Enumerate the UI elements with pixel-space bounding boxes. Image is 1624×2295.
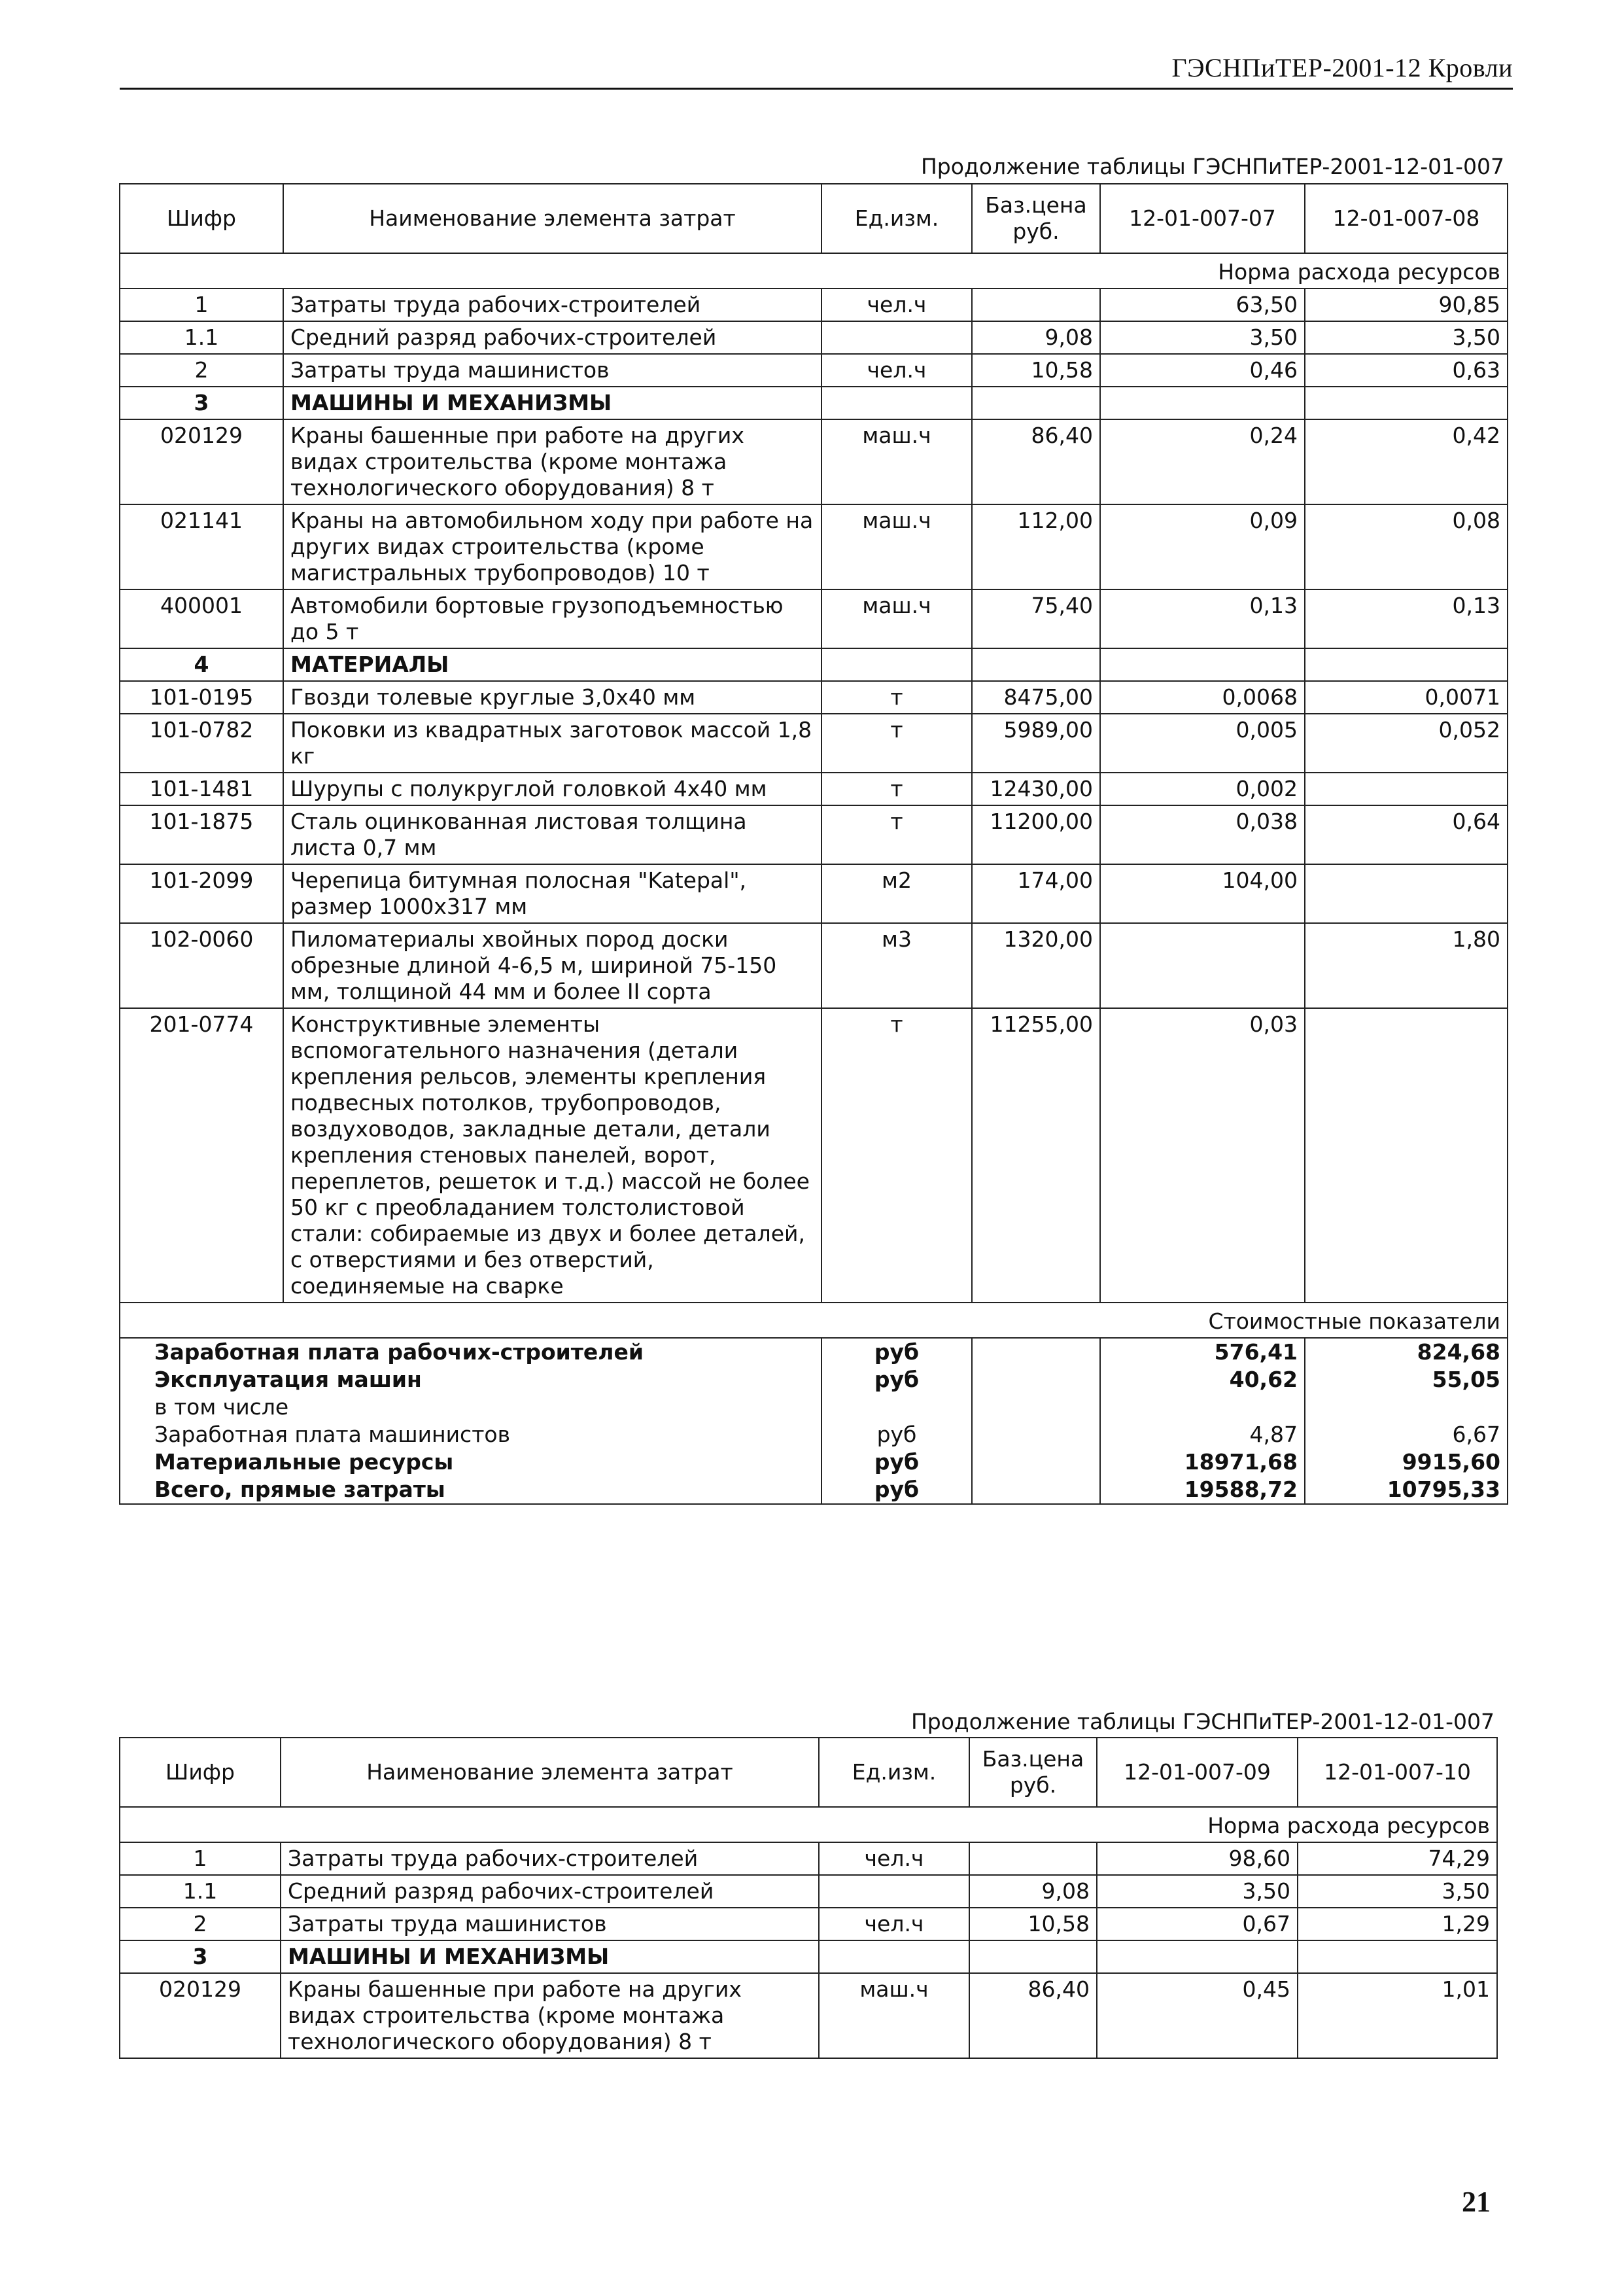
row-norm-1: 0,13 <box>1100 589 1305 648</box>
row-unit: чел.ч <box>821 289 972 321</box>
cost-price-empty <box>972 1338 1100 1366</box>
cost-row <box>120 1393 1508 1421</box>
row-price: 86,40 <box>969 1973 1097 2058</box>
row-name: Затраты труда машинистов <box>283 354 821 387</box>
page-number: 21 <box>1462 2186 1491 2218</box>
row-unit: маш.ч <box>821 504 972 589</box>
row-unit: чел.ч <box>819 1842 969 1875</box>
row-norm-1: 3,50 <box>1097 1875 1298 1908</box>
row-code: 020129 <box>120 1973 281 2058</box>
row-unit <box>819 1875 969 1908</box>
col-header-norm-2: 12-01-007-08 <box>1305 184 1508 253</box>
row-name: Краны башенные при работе на других видах строительства (кроме монтажа технологического оборудования) 8 т <box>283 419 821 504</box>
resource-table-2 <box>119 1737 1498 2059</box>
row-norm-2 <box>1305 648 1508 681</box>
row-name: Поковки из квадратных заготовок массой 1,8 кг <box>283 714 821 773</box>
row-price: 174,00 <box>972 864 1100 923</box>
row-name: Затраты труда рабочих-строителей <box>283 289 821 321</box>
cost-name: в том числе <box>120 1393 821 1421</box>
table-row <box>120 714 1508 773</box>
row-name: Краны башенные при работе на других видах строительства (кроме монтажа технологического оборудования) 8 т <box>281 1973 819 2058</box>
row-norm-1 <box>1100 648 1305 681</box>
cost-name: Всего, прямые затраты <box>120 1476 821 1504</box>
table1-caption: Продолжение таблицы ГЭСНПиТЕР-2001-12-01-007 <box>920 154 1504 179</box>
cost-row <box>120 1448 1508 1476</box>
col-header-price: Баз.цена руб. <box>969 1738 1097 1807</box>
cost-value-1: 19588,72 <box>1100 1476 1305 1504</box>
row-price: 1320,00 <box>972 923 1100 1008</box>
section-row <box>120 387 1508 419</box>
cost-unit: руб <box>821 1448 972 1476</box>
col-header-norm-2: 12-01-007-10 <box>1298 1738 1497 1807</box>
row-norm-2: 0,64 <box>1305 805 1508 864</box>
table-row <box>120 289 1508 321</box>
cost-unit: руб <box>821 1338 972 1366</box>
row-norm-2 <box>1305 773 1508 805</box>
table-header-row <box>120 1738 1497 1807</box>
col-header-norm-1: 12-01-007-09 <box>1097 1738 1298 1807</box>
row-norm-1: 0,0068 <box>1100 681 1305 714</box>
row-code: 101-1481 <box>120 773 283 805</box>
row-norm-1: 0,038 <box>1100 805 1305 864</box>
row-norm-2: 0,42 <box>1305 419 1508 504</box>
row-norm-1: 98,60 <box>1097 1842 1298 1875</box>
cost-unit: руб <box>821 1421 972 1448</box>
row-norm-2 <box>1305 864 1508 923</box>
row-name: Средний разряд рабочих-строителей <box>281 1875 819 1908</box>
cost-unit: руб <box>821 1366 972 1393</box>
cost-row <box>120 1421 1508 1448</box>
cost-value-1: 576,41 <box>1100 1338 1305 1366</box>
col-header-code: Шифр <box>120 1738 281 1807</box>
table-row <box>120 354 1508 387</box>
row-name: Конструктивные элементы вспомогательного назначения (детали крепления рельсов, элементы крепления подвесных потолков, трубопроводов, воздуховодов, закладные детали, детали крепления стеновых панелей, ворот, переплетов, решеток и т.д.) массой не более 50 кг с преобладанием толстолистовой стали: собираемые из двух и более деталей, с отверстиями и без отверстий, соединяемые на сварке <box>283 1008 821 1303</box>
cost-name: Заработная плата рабочих-строителей <box>120 1338 821 1366</box>
cost-value-2: 9915,60 <box>1305 1448 1508 1476</box>
row-unit: т <box>821 773 972 805</box>
cost-name: Заработная плата машинистов <box>120 1421 821 1448</box>
row-norm-2: 3,50 <box>1298 1875 1497 1908</box>
row-price <box>972 648 1100 681</box>
row-norm-1: 0,09 <box>1100 504 1305 589</box>
row-code: 101-2099 <box>120 864 283 923</box>
row-norm-2: 1,29 <box>1298 1908 1497 1940</box>
col-header-name: Наименование элемента затрат <box>281 1738 819 1807</box>
row-unit: т <box>821 714 972 773</box>
table-row <box>120 923 1508 1008</box>
table2-caption: Продолжение таблицы ГЭСНПиТЕР-2001-12-01-007 <box>910 1709 1494 1734</box>
row-norm-1: 0,46 <box>1100 354 1305 387</box>
cost-value-2: 6,67 <box>1305 1421 1508 1448</box>
col-header-unit: Ед.изм. <box>819 1738 969 1807</box>
row-unit: т <box>821 681 972 714</box>
row-price: 9,08 <box>972 321 1100 354</box>
row-code: 1.1 <box>120 1875 281 1908</box>
cost-name: Материальные ресурсы <box>120 1448 821 1476</box>
row-norm-1: 0,24 <box>1100 419 1305 504</box>
table2-body <box>120 1807 1497 2058</box>
row-norm-2: 0,0071 <box>1305 681 1508 714</box>
row-norm-2: 1,80 <box>1305 923 1508 1008</box>
cost-value-1: 4,87 <box>1100 1421 1305 1448</box>
row-norm-2: 74,29 <box>1298 1842 1497 1875</box>
row-norm-2: 90,85 <box>1305 289 1508 321</box>
col-header-name: Наименование элемента затрат <box>283 184 821 253</box>
row-norm-2: 0,08 <box>1305 504 1508 589</box>
cost-label-row <box>120 1303 1508 1338</box>
row-norm-1 <box>1100 387 1305 419</box>
table-row <box>120 589 1508 648</box>
cost-price-empty <box>972 1366 1100 1393</box>
cost-value-1: 18971,68 <box>1100 1448 1305 1476</box>
norm-label-row <box>120 253 1508 289</box>
row-code: 102-0060 <box>120 923 283 1008</box>
row-name: Средний разряд рабочих-строителей <box>283 321 821 354</box>
cost-value-1: 40,62 <box>1100 1366 1305 1393</box>
row-code: 1.1 <box>120 321 283 354</box>
table-row <box>120 419 1508 504</box>
row-price: 12430,00 <box>972 773 1100 805</box>
table-row <box>120 805 1508 864</box>
row-price <box>972 289 1100 321</box>
page-header <box>120 47 1513 90</box>
row-price: 8475,00 <box>972 681 1100 714</box>
cost-value-2: 55,05 <box>1305 1366 1508 1393</box>
table-row <box>120 1973 1497 2058</box>
row-norm-2 <box>1298 1940 1497 1973</box>
row-code: 4 <box>120 648 283 681</box>
row-norm-1 <box>1097 1940 1298 1973</box>
cost-unit <box>821 1393 972 1421</box>
table-row <box>120 1875 1497 1908</box>
row-norm-1: 3,50 <box>1100 321 1305 354</box>
row-name: Гвозди толевые круглые 3,0х40 мм <box>283 681 821 714</box>
col-header-unit: Ед.изм. <box>821 184 972 253</box>
row-code: 2 <box>120 1908 281 1940</box>
table-row <box>120 1908 1497 1940</box>
row-norm-2: 3,50 <box>1305 321 1508 354</box>
cost-unit: руб <box>821 1476 972 1504</box>
row-unit: чел.ч <box>821 354 972 387</box>
col-header-price: Баз.цена руб. <box>972 184 1100 253</box>
row-code: 400001 <box>120 589 283 648</box>
table1-body <box>120 253 1508 1504</box>
row-unit: чел.ч <box>819 1908 969 1940</box>
row-name: Черепица битумная полосная "Katepal", размер 1000х317 мм <box>283 864 821 923</box>
row-price: 112,00 <box>972 504 1100 589</box>
cost-price-empty <box>972 1476 1100 1504</box>
row-unit: маш.ч <box>821 589 972 648</box>
row-code: 3 <box>120 387 283 419</box>
row-price <box>972 387 1100 419</box>
row-unit: маш.ч <box>819 1973 969 2058</box>
row-name: Затраты труда рабочих-строителей <box>281 1842 819 1875</box>
row-price <box>969 1842 1097 1875</box>
table-header-row <box>120 184 1508 253</box>
row-unit: м2 <box>821 864 972 923</box>
row-norm-2: 0,63 <box>1305 354 1508 387</box>
row-norm-1: 63,50 <box>1100 289 1305 321</box>
row-norm-2 <box>1305 1008 1508 1303</box>
table-row <box>120 681 1508 714</box>
cost-price-empty <box>972 1393 1100 1421</box>
row-price: 11255,00 <box>972 1008 1100 1303</box>
section-row <box>120 1940 1497 1973</box>
row-code: 201-0774 <box>120 1008 283 1303</box>
row-code: 101-0782 <box>120 714 283 773</box>
row-name: Затраты труда машинистов <box>281 1908 819 1940</box>
row-code: 101-1875 <box>120 805 283 864</box>
cost-price-empty <box>972 1448 1100 1476</box>
row-code: 3 <box>120 1940 281 1973</box>
row-name: Краны на автомобильном ходу при работе на других видах строительства (кроме магистральных трубопроводов) 10 т <box>283 504 821 589</box>
cost-value-1 <box>1100 1393 1305 1421</box>
table-row <box>120 773 1508 805</box>
norm-label-row <box>120 1807 1497 1842</box>
col-header-norm-1: 12-01-007-07 <box>1100 184 1305 253</box>
row-norm-2 <box>1305 387 1508 419</box>
row-price: 9,08 <box>969 1875 1097 1908</box>
row-code: 2 <box>120 354 283 387</box>
row-code: 021141 <box>120 504 283 589</box>
row-code: 1 <box>120 289 283 321</box>
row-code: 101-0195 <box>120 681 283 714</box>
cost-row <box>120 1366 1508 1393</box>
row-norm-2: 0,13 <box>1305 589 1508 648</box>
row-name: МАШИНЫ И МЕХАНИЗМЫ <box>281 1940 819 1973</box>
cost-name: Эксплуатация машин <box>120 1366 821 1393</box>
cost-price-empty <box>972 1421 1100 1448</box>
row-unit: м3 <box>821 923 972 1008</box>
row-norm-1: 0,67 <box>1097 1908 1298 1940</box>
row-unit <box>819 1940 969 1973</box>
cost-label: Стоимостные показатели <box>120 1303 1508 1338</box>
cost-row <box>120 1338 1508 1366</box>
row-norm-1: 0,005 <box>1100 714 1305 773</box>
row-price: 86,40 <box>972 419 1100 504</box>
table-row <box>120 321 1508 354</box>
table-row <box>120 1008 1508 1303</box>
row-unit <box>821 321 972 354</box>
row-unit: т <box>821 805 972 864</box>
cost-value-2 <box>1305 1393 1508 1421</box>
row-price <box>969 1940 1097 1973</box>
norm-label: Норма расхода ресурсов <box>120 253 1508 289</box>
section-row <box>120 648 1508 681</box>
row-unit <box>821 648 972 681</box>
row-norm-1: 0,45 <box>1097 1973 1298 2058</box>
row-price: 11200,00 <box>972 805 1100 864</box>
col-header-code: Шифр <box>120 184 283 253</box>
cost-value-2: 824,68 <box>1305 1338 1508 1366</box>
row-unit: т <box>821 1008 972 1303</box>
row-name: Сталь оцинкованная листовая толщина листа 0,7 мм <box>283 805 821 864</box>
table-row <box>120 1842 1497 1875</box>
row-code: 020129 <box>120 419 283 504</box>
row-norm-1: 0,03 <box>1100 1008 1305 1303</box>
row-norm-2: 1,01 <box>1298 1973 1497 2058</box>
row-norm-1: 104,00 <box>1100 864 1305 923</box>
resource-table-1 <box>119 183 1508 1505</box>
row-name: МАШИНЫ И МЕХАНИЗМЫ <box>283 387 821 419</box>
cost-row <box>120 1476 1508 1504</box>
row-price: 10,58 <box>969 1908 1097 1940</box>
row-unit <box>821 387 972 419</box>
row-name: Шурупы с полукруглой головкой 4х40 мм <box>283 773 821 805</box>
table-row <box>120 864 1508 923</box>
row-unit: маш.ч <box>821 419 972 504</box>
row-norm-2: 0,052 <box>1305 714 1508 773</box>
running-title: ГЭСНПиТЕР-2001-12 Кровли <box>1171 53 1513 82</box>
row-name: МАТЕРИАЛЫ <box>283 648 821 681</box>
row-price: 10,58 <box>972 354 1100 387</box>
row-norm-1: 0,002 <box>1100 773 1305 805</box>
row-price: 75,40 <box>972 589 1100 648</box>
table-row <box>120 504 1508 589</box>
row-name: Пиломатериалы хвойных пород доски обрезные длиной 4-6,5 м, шириной 75-150 мм, толщиной 44 мм и более II сорта <box>283 923 821 1008</box>
row-code: 1 <box>120 1842 281 1875</box>
row-price: 5989,00 <box>972 714 1100 773</box>
norm-label: Норма расхода ресурсов <box>120 1807 1497 1842</box>
row-norm-1 <box>1100 923 1305 1008</box>
cost-value-2: 10795,33 <box>1305 1476 1508 1504</box>
row-name: Автомобили бортовые грузоподъемностью до 5 т <box>283 589 821 648</box>
